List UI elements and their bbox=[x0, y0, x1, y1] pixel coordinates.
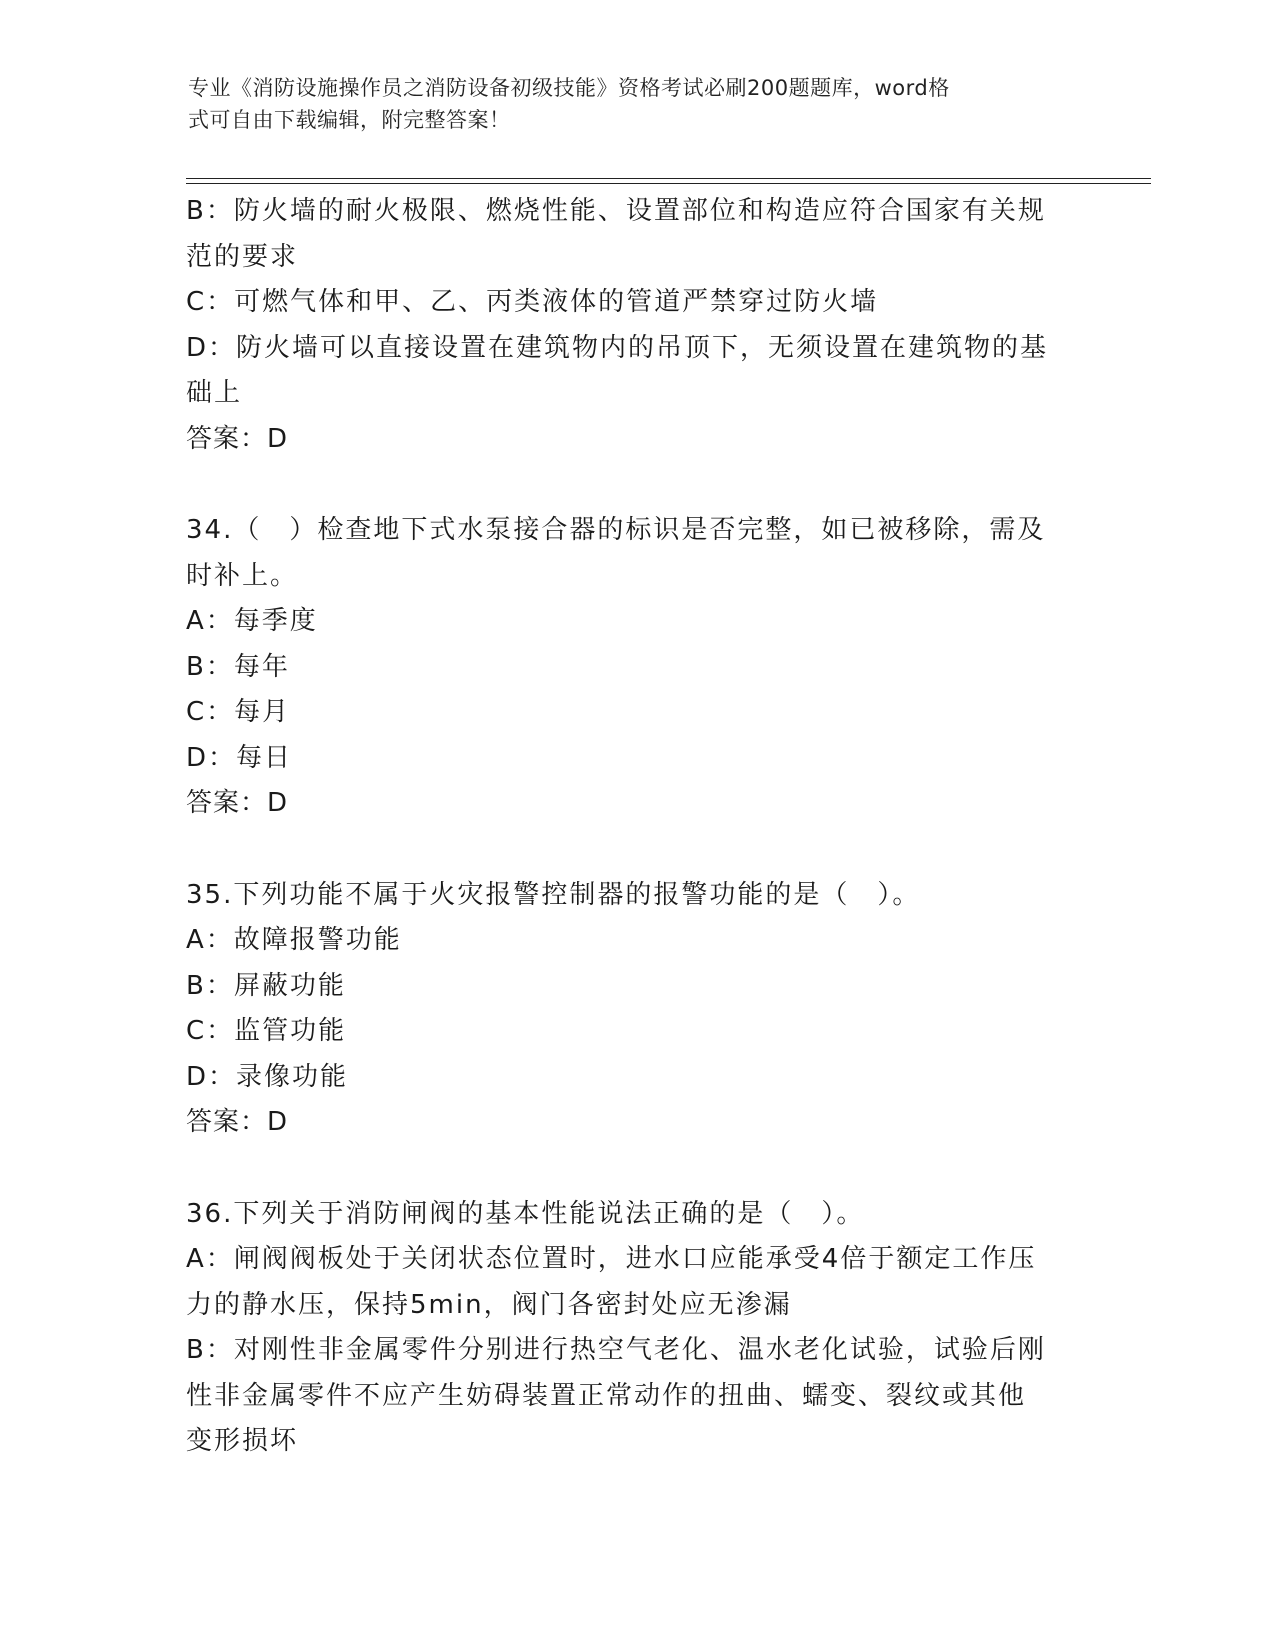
question-34 bbox=[186, 508, 1066, 827]
question-36 bbox=[186, 1192, 1066, 1465]
answer: 答案：D bbox=[186, 1107, 289, 1137]
answer: 答案：D bbox=[186, 788, 289, 818]
option-b-line-2: 性非金属零件不应产生妨碍装置正常动作的扭曲、蠕变、裂纹或其他 bbox=[186, 1380, 1027, 1411]
option-c: C：可燃气体和甲、乙、丙类液体的管道严禁穿过防火墙 bbox=[186, 287, 879, 317]
option-a-line-1: A：闸阀阀板处于关闭状态位置时，进水口应能承受4倍于额定工作压 bbox=[186, 1244, 1037, 1274]
question-content bbox=[186, 189, 1066, 1465]
option-c: C：监管功能 bbox=[186, 1016, 347, 1046]
spacer bbox=[186, 1146, 1066, 1192]
question-stem: 36.下列关于消防闸阀的基本性能说法正确的是（ ）。 bbox=[186, 1198, 865, 1229]
question-35 bbox=[186, 873, 1066, 1146]
document-header bbox=[188, 72, 1068, 136]
option-b: B：每年 bbox=[186, 651, 290, 682]
option-b-line-1: B：防火墙的耐火极限、燃烧性能、设置部位和构造应符合国家有关规 bbox=[186, 196, 1046, 226]
option-a: A：故障报警功能 bbox=[186, 925, 402, 955]
option-b: B：屏蔽功能 bbox=[186, 970, 346, 1001]
header-line-2: 式可自由下载编辑，附完整答案！ bbox=[188, 108, 511, 132]
option-b-line-1: B：对刚性非金属零件分别进行热空气老化、温水老化试验，试验后刚 bbox=[186, 1335, 1046, 1365]
answer: 答案：D bbox=[186, 423, 289, 454]
spacer bbox=[186, 827, 1066, 873]
option-d-line-2: 础上 bbox=[186, 378, 243, 408]
option-c: C：每月 bbox=[186, 697, 291, 727]
header-line-1: 专业《消防设施操作员之消防设备初级技能》资格考试必刷200题题库，word格 bbox=[188, 76, 950, 100]
question-33-continued bbox=[186, 189, 1066, 462]
spacer bbox=[186, 462, 1066, 508]
header-rule-bottom bbox=[186, 183, 1151, 184]
question-stem: 35.下列功能不属于火灾报警控制器的报警功能的是（ ）。 bbox=[186, 879, 921, 910]
question-stem-line-2: 时补上。 bbox=[186, 560, 299, 591]
header-rule-top bbox=[186, 178, 1151, 179]
option-b-line-2: 范的要求 bbox=[186, 241, 299, 272]
option-b-line-3: 变形损坏 bbox=[186, 1426, 299, 1456]
option-d: D：录像功能 bbox=[186, 1061, 349, 1092]
option-a-line-2: 力的静水压，保持5min，阀门各密封处应无渗漏 bbox=[186, 1289, 792, 1320]
option-a: A：每季度 bbox=[186, 606, 318, 636]
option-d: D：每日 bbox=[186, 742, 293, 773]
option-d-line-1: D：防火墙可以直接设置在建筑物内的吊顶下，无须设置在建筑物的基 bbox=[186, 332, 1049, 363]
question-stem-line-1: 34.（ ）检查地下式水泵接合器的标识是否完整，如已被移除，需及 bbox=[186, 515, 1046, 545]
